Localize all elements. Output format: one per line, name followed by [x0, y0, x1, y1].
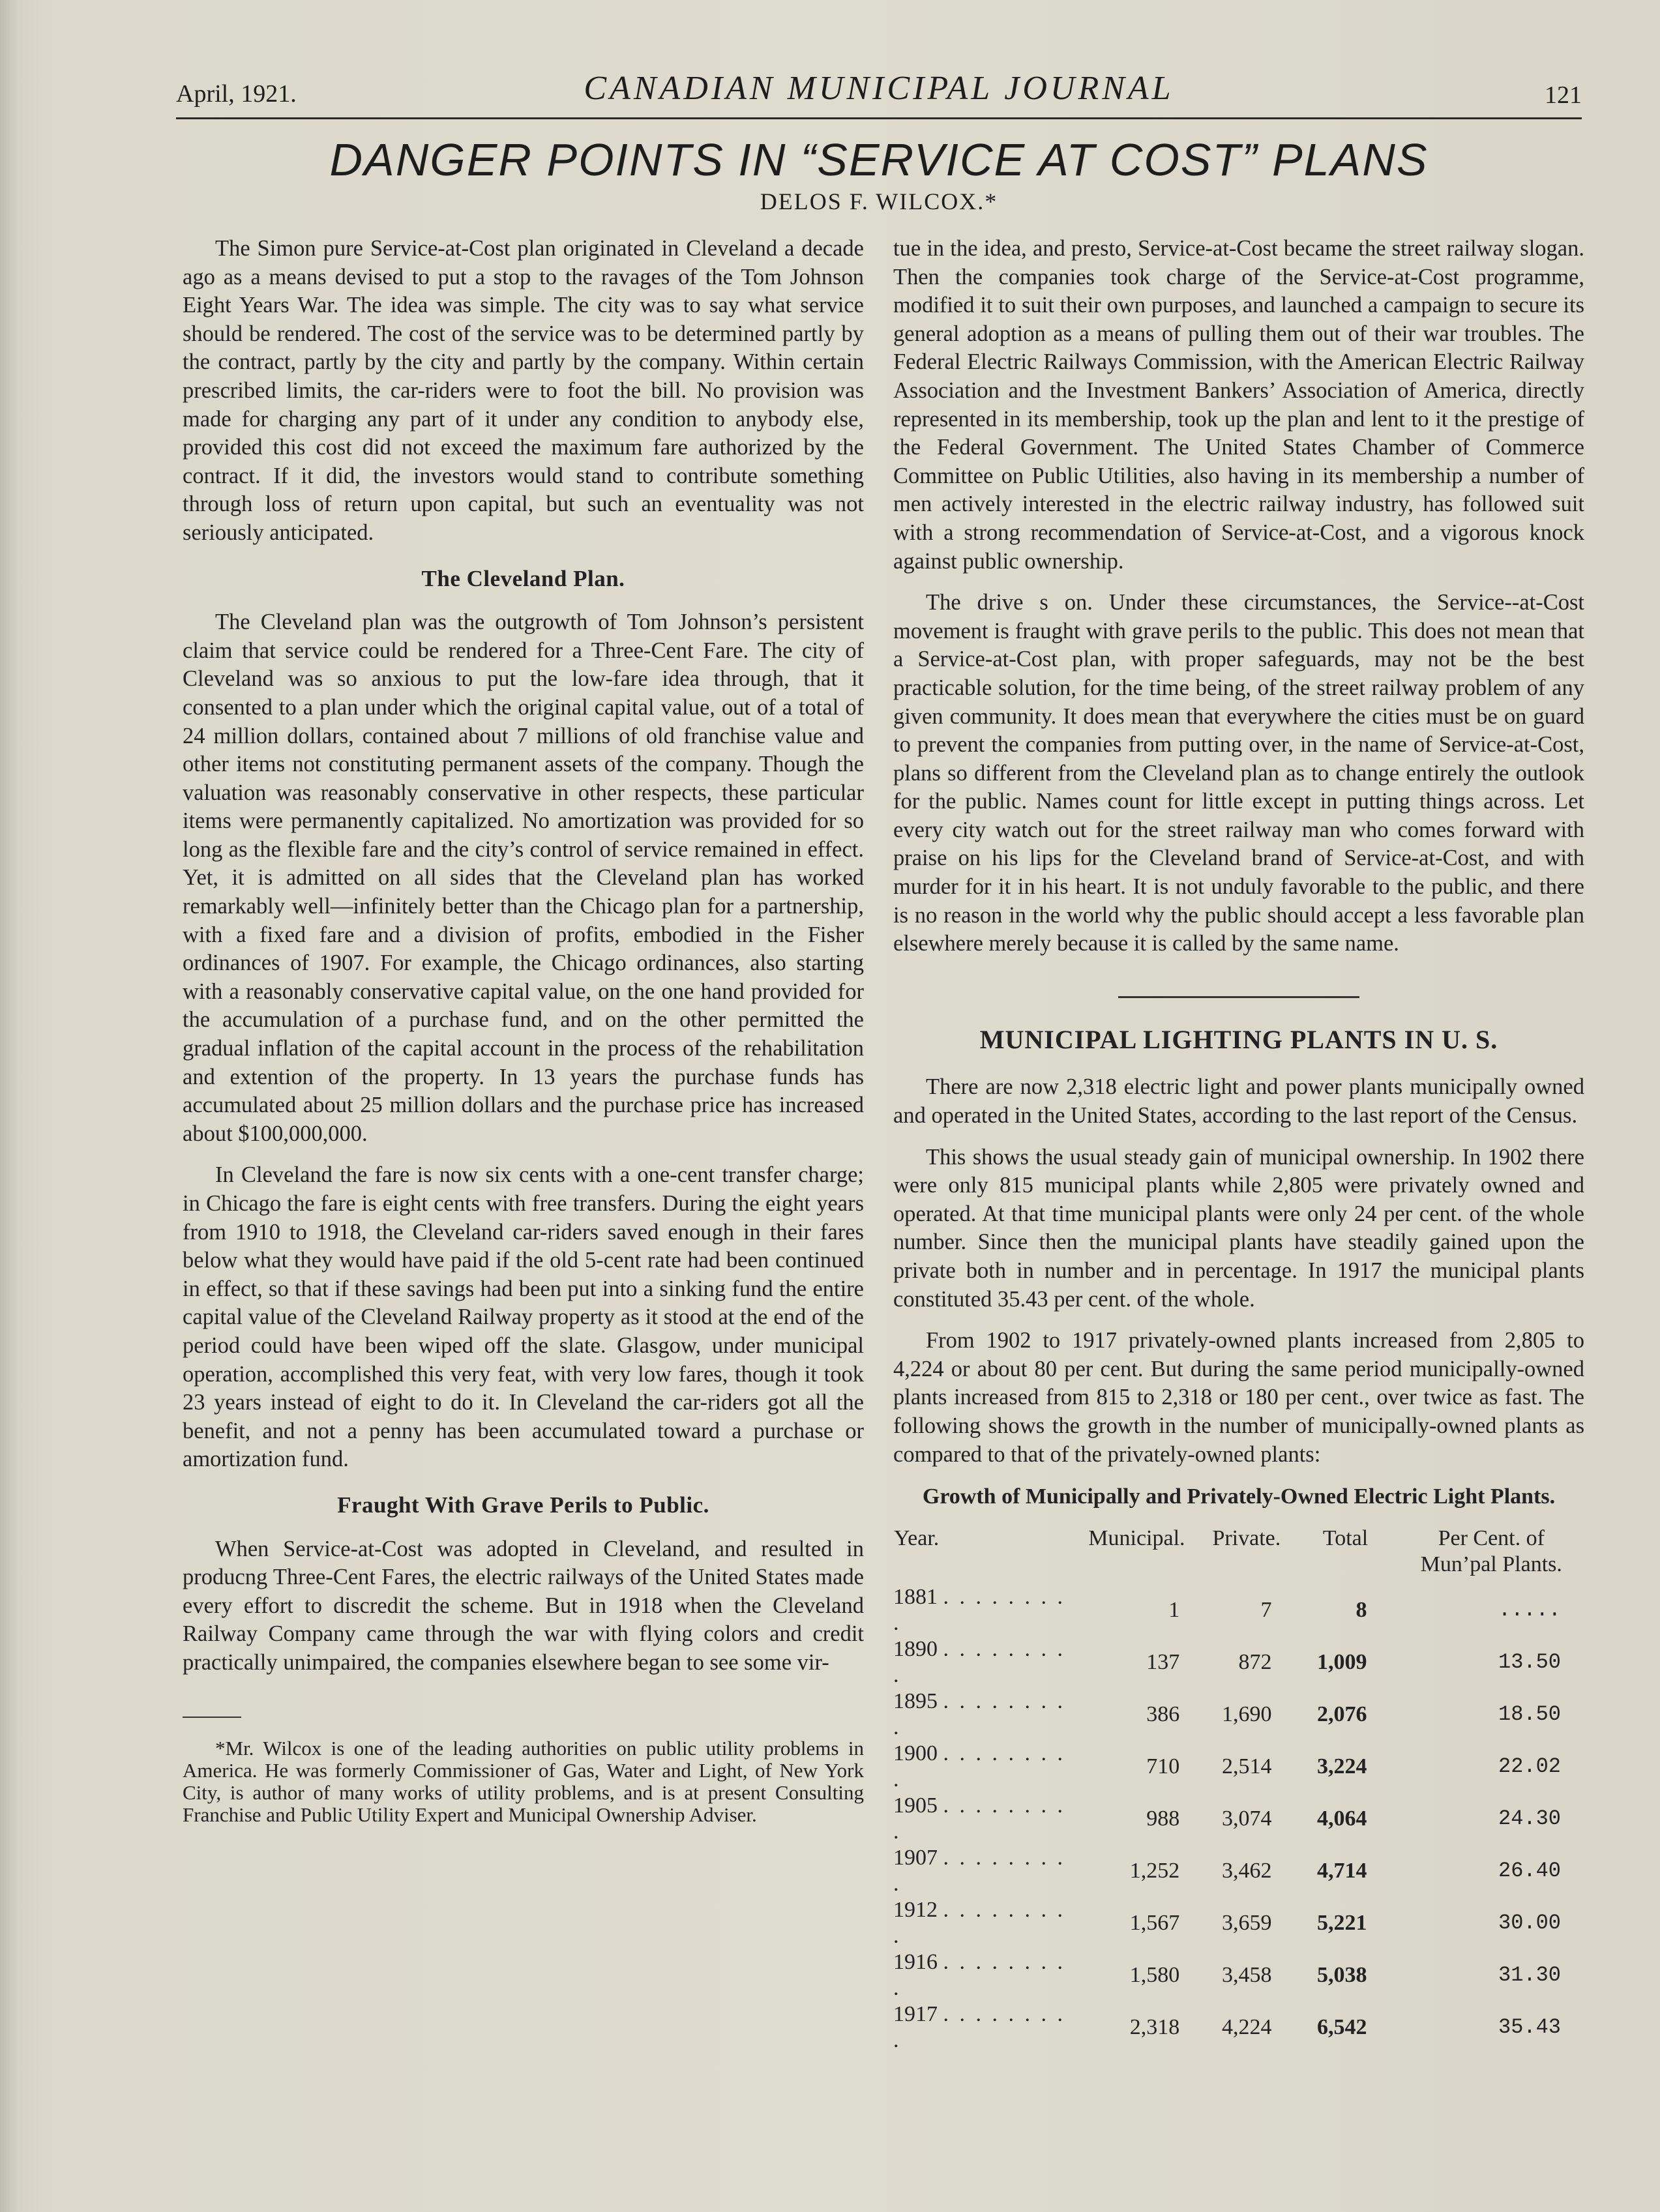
cell-year	[893, 1845, 1073, 1897]
header-municipal: Municipal.	[1088, 1526, 1185, 1551]
issue-date: April, 1921.	[176, 80, 297, 108]
cell-percent: 13.50	[1498, 1650, 1561, 1675]
growth-table	[893, 1525, 1584, 2054]
header-year: Year.	[894, 1526, 940, 1551]
cell-total: 2,076	[1317, 1702, 1367, 1727]
cell-percent: .....	[1498, 1598, 1561, 1623]
cleveland-paragraph-2: In Cleveland the fare is now six cents with a one-cent transfer charge; in Chicago the fare is eight cents with free transfers. During the eight years from 1910 to 1918, the Cleveland car-riders saved enough in their fares below what they would have paid if the old 5-cent rate had been continued in effect, so that if these savings had been put into a sinking fund the entire capital value of the Cleveland Railway property as it stood at the end of the period could have been wiped off the slate. Glasgow, under municipal operation, accomplished this very feat, with very low fares, though it took 23 years instead of eight to do it. In Cleveland the car-riders got all the benefit, and not a penny has been accumulated toward a purchase or amortization fund.	[183, 1162, 864, 1472]
table-row	[893, 1741, 1584, 1793]
dot-leader: . . . . . . . . .	[893, 1689, 1065, 1740]
footnote-rule	[183, 1717, 241, 1718]
cell-year	[893, 1793, 1073, 1845]
cell-private: 3,462	[1221, 1859, 1272, 1883]
cell-private: 2,514	[1221, 1754, 1272, 1779]
year-value: 1895	[893, 1689, 938, 1714]
cell-total: 5,038	[1317, 1963, 1367, 1988]
table-body	[893, 1584, 1584, 2054]
intro-paragraph: The Simon pure Service-at-Cost plan originated in Cleveland a decade ago as a means devised to put a stop to the ravages of the Tom Johnson Eight Years War. The idea was simple. The city was to say what service should be rendered. The cost of the service was to be determined partly by the contract, partly by the city and partly by the company. Within certain prescribed limits, the car-riders were to foot the bill. No provision was made for charging any part of it under any condition to anybody else, provided this cost did not exceed the maximum fare authorized by the contract. If it did, the investors would stand to contribute something through loss of return upon capital, but such an eventuality was not seriously anticipated.	[183, 236, 864, 545]
cell-private: 4,224	[1221, 2015, 1272, 2040]
cell-total: 1,009	[1317, 1650, 1367, 1675]
table-row	[893, 1949, 1584, 2001]
continuation-paragraph: tue in the idea, and presto, Service-at-Cost became the street railway slogan. Then the companies took charge of the Service-at-Cost programme, modified it to suit their own purposes, and launched a campaign to secure its general adoption as a means of pulling them out of their war troubles. The Federal Electric Railways Commission, with the American Electric Railway Association and the Investment Bankers’ Association of America, directly represented in its membership, took up the plan and lent to it the prestige of the Federal Government. The United States Chamber of Commerce Committee on Public Utilities, also having in its membership a number of men actively interested in the electric railway industry, has followed suit with a strong recommendation of Service-at-Cost, and a vigorous knock against public ownership.	[893, 236, 1584, 574]
lighting-article-title: MUNICIPAL LIGHTING PLANTS IN U. S.	[979, 1024, 1498, 1054]
table-row	[893, 1845, 1584, 1897]
cell-percent: 18.50	[1498, 1702, 1561, 1727]
table-row	[893, 1636, 1584, 1688]
running-head	[176, 65, 1582, 119]
header-percent-line2: Mun’pal Plants.	[1420, 1552, 1562, 1577]
cell-total: 3,224	[1317, 1754, 1367, 1779]
cell-percent: 31.30	[1498, 1963, 1561, 1988]
year-value: 1916	[893, 1950, 938, 1975]
header-percent	[1399, 1525, 1584, 1584]
year-value: 1905	[893, 1793, 938, 1818]
article-byline: DELOS F. WILCOX.*	[760, 188, 998, 214]
table-title: Growth of Municipally and Privately-Owned Electric Light Plants.	[922, 1484, 1556, 1509]
article-title: DANGER POINTS IN “SERVICE AT COST” PLANS	[329, 134, 1429, 185]
cell-percent: 26.40	[1498, 1859, 1561, 1883]
page-number: 121	[1545, 81, 1582, 109]
footnote-text: *Mr. Wilcox is one of the leading authorities on public utility problems in America. He was formerly Commissioner of Gas, Water and Light, of New York City, is author of many works of utility problems, and is at present Consulting Franchise and Public Utility Expert and Municipal Ownership Adviser.	[183, 1736, 864, 1826]
cell-year	[893, 2001, 1073, 2054]
article-separator	[1118, 996, 1359, 998]
table-row	[893, 2001, 1584, 2054]
cell-municipal: 1,567	[1129, 1911, 1180, 1936]
drive-paragraph: The drive s on. Under these circumstances, the Service--at-Cost movement is fraught with grave perils to the public. This does not mean that a Service-at-Cost plan, with proper safeguards, may not be the best practicable solution, for the time being, of the street railway problem of any given community. It does mean that everywhere the cities must be on guard to prevent the companies from putting over, in the name of Service-at-Cost, plans so different from the Cleveland plan as to change entirely the outlook for the public. Names count for little except in putting things across. Let every city watch out for the street railway man who comes forward with praise on his lips for the Cleveland brand of Service-at-Cost, and with murder for it in his heart. It is not unduly favorable to the public, and there is no reason in the world why the public should accept a less favorable plan elsewhere merely because it is called by the same name.	[893, 590, 1584, 956]
cell-private: 3,458	[1221, 1963, 1272, 1988]
fraught-paragraph: When Service-at-Cost was adopted in Cleveland, and resulted in producng Three-Cent Fares, the electric railways of the United States made every effort to discredit the scheme. But in 1918 when the Cleveland Railway Company came through the war with flying colors and credit practically unimpaired, the companies elsewhere began to see some vir-	[183, 1536, 864, 1675]
cell-private: 3,659	[1221, 1911, 1272, 1936]
header-total: Total	[1322, 1526, 1369, 1551]
journal-name: CANADIAN MUNICIPAL JOURNAL	[584, 70, 1174, 107]
section-heading-fraught: Fraught With Grave Perils to Public.	[337, 1492, 709, 1518]
cell-percent: 35.43	[1498, 2015, 1561, 2040]
header-private: Private.	[1212, 1526, 1281, 1551]
table-header-row	[893, 1525, 1584, 1584]
cell-municipal: 710	[1146, 1754, 1180, 1779]
dot-leader: . . . . . . . . .	[893, 1950, 1065, 2001]
footnote	[183, 1737, 864, 1826]
cell-total: 4,064	[1317, 1806, 1367, 1831]
cell-municipal: 2,318	[1129, 2015, 1180, 2040]
cell-percent: 22.02	[1498, 1754, 1561, 1779]
table-row	[893, 1688, 1584, 1741]
table-row	[893, 1897, 1584, 1949]
cell-municipal: 386	[1146, 1702, 1180, 1727]
dot-leader: . . . . . . . . .	[893, 1585, 1065, 1636]
cell-total: 6,542	[1317, 2015, 1367, 2040]
year-value: 1907	[893, 1846, 938, 1870]
cell-municipal: 1	[1168, 1598, 1180, 1623]
year-value: 1917	[893, 2002, 938, 2027]
cell-year	[893, 1584, 1073, 1636]
cell-total: 8	[1356, 1598, 1367, 1623]
lighting-paragraph-3: From 1902 to 1917 privately-owned plants increased from 2,805 to 4,224 or about 80 per cent. But during the same period municipally-owned plants increased from 815 to 2,318 or 180 per cent., over twice as fast. The following shows the growth in the number of municipally-owned plants as compared to that of the privately-owned plants:	[893, 1328, 1584, 1467]
year-value: 1881	[893, 1585, 938, 1610]
header-percent-line1: Per Cent. of	[1438, 1526, 1545, 1551]
dot-leader: . . . . . . . . .	[893, 1793, 1065, 1844]
year-value: 1900	[893, 1741, 938, 1766]
table-row	[893, 1793, 1584, 1845]
cell-municipal: 988	[1146, 1806, 1180, 1831]
dot-leader: . . . . . . . . .	[893, 1898, 1065, 1949]
cell-year	[893, 1897, 1073, 1949]
cell-year	[893, 1636, 1073, 1688]
cell-year	[893, 1688, 1073, 1741]
left-column	[183, 235, 864, 1826]
cleveland-paragraph-1: The Cleveland plan was the outgrowth of Tom Johnson’s persistent claim that service could be rendered for a Three-Cent Fare. The city of Cleveland was so anxious to put the low-fare idea through, that it consented to a plan under which the original capital value, out of a total of 24 million dollars, contained about 7 millions of old franchise value and other items not constituting permanent assets of the company. Though the valuation was reasonably conservative in other respects, these particular items were permanently capitalized. No amortization was provided for so long as the flexible fare and the city’s control of service remained in effect. Yet, it is admitted on all sides that the Cleveland plan has worked remarkably well—infinitely better than the Chicago plan for a partnership, with a fixed fare and a division of profits, embodied in the Fisher ordinances of 1907. For example, the Chicago ordinances, also starting with a reasonably conservative capital value, on the one hand provided for the accumulation of a purchase fund, and on the other permitted the gradual inflation of the capital account in the process of the rehabilitation and extention of the property. In 13 years the purchase funds has accumulated about 25 million dollars and the purchase price has increased about $100,000,000.	[183, 610, 864, 1146]
right-column	[893, 235, 1584, 2054]
cell-private: 7	[1260, 1598, 1272, 1623]
table-row	[893, 1584, 1584, 1636]
cell-total: 5,221	[1317, 1911, 1367, 1936]
cell-percent: 30.00	[1498, 1911, 1561, 1936]
dot-leader: . . . . . . . . .	[893, 1741, 1065, 1792]
dot-leader: . . . . . . . . .	[893, 1846, 1065, 1896]
year-value: 1890	[893, 1637, 938, 1662]
cell-year	[893, 1949, 1073, 2001]
cell-total: 4,714	[1317, 1859, 1367, 1883]
cell-private: 872	[1238, 1650, 1272, 1675]
cell-private: 1,690	[1221, 1702, 1272, 1727]
cell-municipal: 1,580	[1129, 1963, 1180, 1988]
dot-leader: . . . . . . . . .	[893, 1637, 1065, 1688]
year-value: 1912	[893, 1898, 938, 1923]
lighting-paragraph-2: This shows the usual steady gain of municipal ownership. In 1902 there were only 815 municipal plants while 2,805 were privately owned and operated. At that time municipal plants were only 24 per cent. of the whole number. Since then the municipal plants have steadily gained upon the private both in number and in percentage. In 1917 the municipal plants constituted 35.43 per cent. of the whole.	[893, 1144, 1584, 1312]
dot-leader: . . . . . . . . .	[893, 2002, 1065, 2053]
section-heading-cleveland-plan: The Cleveland Plan.	[421, 565, 625, 591]
cell-percent: 24.30	[1498, 1806, 1561, 1831]
lighting-paragraph-1: There are now 2,318 electric light and power plants municipally owned and operated in the United States, according to the last report of the Census.	[893, 1074, 1584, 1128]
cell-municipal: 137	[1146, 1650, 1180, 1675]
cell-municipal: 1,252	[1129, 1859, 1180, 1883]
cell-private: 3,074	[1221, 1806, 1272, 1831]
cell-year	[893, 1741, 1073, 1793]
